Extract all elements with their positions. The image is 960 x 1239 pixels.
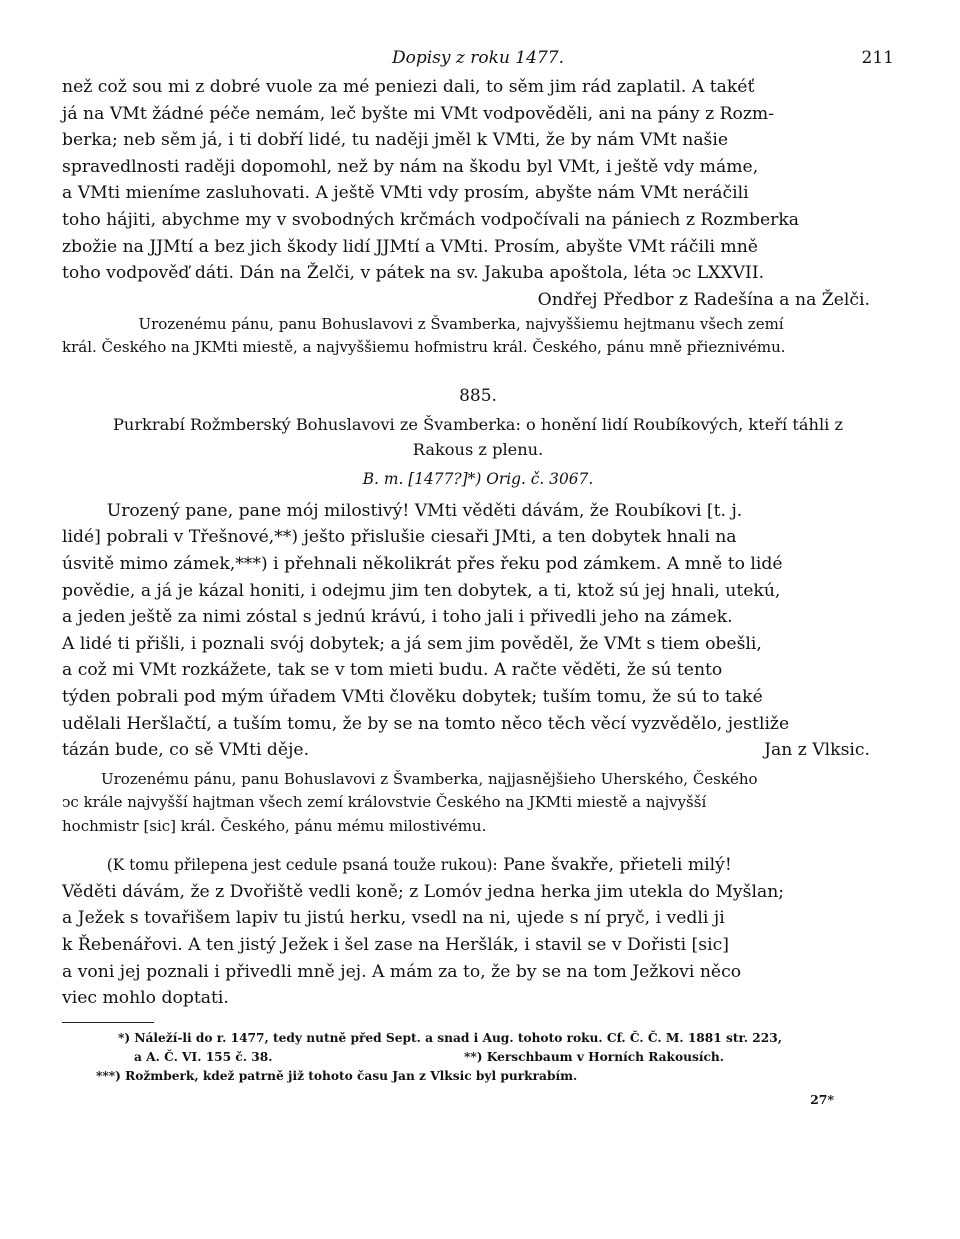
text-line: zbožie na JJMtí a bez jich škody lidí JJMtí a VMti. Prosím, abyšte VMt ráčili mně bbox=[62, 236, 758, 257]
text-line: udělali Heršlačtí, a tuším tomu, že by se na tomto něco těch věcí vyzvědělo, jestliže bbox=[62, 713, 790, 734]
document-number: 885. bbox=[459, 385, 497, 406]
address-line: Urozenému pánu, panu Bohuslavovi z Švamberka, najvyššiemu hejtmanu všech zemí bbox=[138, 314, 784, 333]
text-line: toho vodpověď dáti. Dán na Želči, v pátek na sv. Jakuba apoštola, léta ↄc LXXVII. bbox=[62, 263, 765, 284]
note-intro: (K tomu přilepena jest cedule psaná touže rukou): bbox=[106, 856, 498, 875]
signature-mark: 27* bbox=[810, 1091, 834, 1107]
letter-885-text bbox=[62, 498, 894, 764]
letter-885-signature: Jan z Vlksic. bbox=[764, 740, 870, 761]
text-line: úsvitě mimo zámek,***) i přehnali několikrát přes řeku pod zámkem. A mně to lidé bbox=[62, 553, 783, 574]
text-line: berka; neb sěm já, i ti dobří lidé, tu naději jměl k VMti, že by nám VMt našie bbox=[62, 130, 729, 151]
text-line: Urozený pane, pane mój milostivý! VMti věděti dávám, že Roubíkovi [t. j. bbox=[106, 500, 743, 521]
running-title: Dopisy z roku 1477. bbox=[392, 48, 564, 68]
document-source: B. m. [1477?]*) Orig. č. 3067. bbox=[362, 469, 594, 488]
text-line: k Řebenářovi. A ten jistý Ježek i šel zase na Heršlák, i stavil se v Dořisti [sic] bbox=[62, 934, 729, 955]
text-line: toho hájiti, abychme my v svobodných krčmách vodpočívali na pániech z Rozmberka bbox=[62, 209, 800, 230]
text-line: A lidé ti přišli, i poznali svój dobytek; a já sem jim pověděl, že VMt s tiem obešli, bbox=[62, 633, 762, 654]
footnote-3: ***) Rožmberk, kdež patrně již tohoto času Jan z Vlksic byl purkrabím. bbox=[96, 1068, 578, 1083]
text-line: a což mi VMt rozkážete, tak se v tom mieti budu. A račte věděti, že sú tento bbox=[62, 660, 723, 681]
note-greeting: Pane švakře, přieteli milý! bbox=[503, 855, 732, 876]
footnote-row bbox=[62, 1048, 894, 1067]
note-first-line bbox=[62, 852, 894, 879]
text-line: a jeden ještě za nimi zóstal s jednú krávú, i toho jali i přivedli jeho na zámek. bbox=[62, 607, 733, 628]
page-header bbox=[62, 40, 894, 74]
text-line: a voni jej poznali i přivedli mně jej. A mám za to, že by se na tom Ježkovi něco bbox=[62, 961, 742, 982]
text-line: tázán bude, co sě VMti děje. bbox=[62, 740, 310, 761]
text-line: já na VMt žádné péče nemám, leč byšte mi VMt vodpověděli, ani na pány z Rozm- bbox=[62, 103, 775, 124]
address-line: ↄc krále najvyšší hajtman všech zemí královstvie Českého na JKMti miestě a najvyšší bbox=[62, 793, 707, 812]
page bbox=[62, 40, 894, 1107]
footnote-divider bbox=[62, 1022, 154, 1023]
address-line: král. Českého na JKMti miestě, a najvyššiemu hofmistru král. Českého, pánu mně přieznivému. bbox=[62, 338, 786, 357]
footnote-1-continuation: a A. Č. VI. 155 č. 38. bbox=[134, 1049, 273, 1064]
text-line: týden pobrali pod mým úřadem VMti člověku dobytek; tuším tomu, že sú to také bbox=[62, 686, 763, 707]
address-line: hochmistr [sic] král. Českého, pánu mému milostivému. bbox=[62, 816, 487, 835]
document-title: Purkrabí Rožmberský Bohuslavovi ze Švamberka: o honění lidí Roubíkových, kteří táhli z Rakous z plenu. bbox=[113, 414, 843, 459]
text-line: a Ježek s tovařišem lapiv tu jistú herku, vsedl na ni, ujede s ní pryč, i vedli ji bbox=[62, 908, 725, 929]
text-line: lidé] pobrali v Třešnové,**) ješto přislušie ciesaři JMti, a ten dobytek hnali na bbox=[62, 527, 737, 548]
letter-884-text bbox=[62, 74, 894, 287]
text-line: spravedlnosti raději dopomohl, než by nám na škodu byl VMt, i ještě vdy máme, bbox=[62, 156, 759, 177]
address-line: Urozenému pánu, panu Bohuslavovi z Švamberka, najjasnějšieho Uherského, Českého bbox=[101, 769, 758, 788]
text-line: a VMti mieníme zasluhovati. A ještě VMti vdy prosím, abyšte nám VMt neráčili bbox=[62, 183, 749, 204]
attached-note bbox=[62, 852, 894, 1012]
text-line: viec mohlo doptati. bbox=[62, 988, 229, 1009]
footnote-1: *) Náleží-li do r. 1477, tedy nutně před Sept. a snad i Aug. tohoto roku. Cf. Č. Č. M. 1881 str. 223, bbox=[118, 1030, 782, 1045]
letter-884-signature: Ondřej Předbor z Radešína a na Želči. bbox=[537, 289, 870, 310]
text-line: povědie, a já je kázal honiti, i odejmu jim ten dobytek, a ti, ktož sú jej hnali, utekú, bbox=[62, 580, 781, 601]
letter-885-address bbox=[62, 768, 894, 839]
footnotes bbox=[62, 1029, 894, 1086]
last-line-with-signature bbox=[62, 737, 894, 764]
page-number: 211 bbox=[861, 48, 894, 68]
footnote-2: **) Kerschbaum v Horních Rakousích. bbox=[464, 1049, 724, 1064]
text-line: než což sou mi z dobré vuole za mé peniezi dali, to sěm jim rád zaplatil. A takéť bbox=[62, 77, 755, 97]
letter-884-address bbox=[62, 313, 894, 360]
text-line: Věděti dávám, že z Dvořiště vedli koně; z Lomóv jedna herka jim utekla do Myšlan; bbox=[62, 881, 785, 902]
